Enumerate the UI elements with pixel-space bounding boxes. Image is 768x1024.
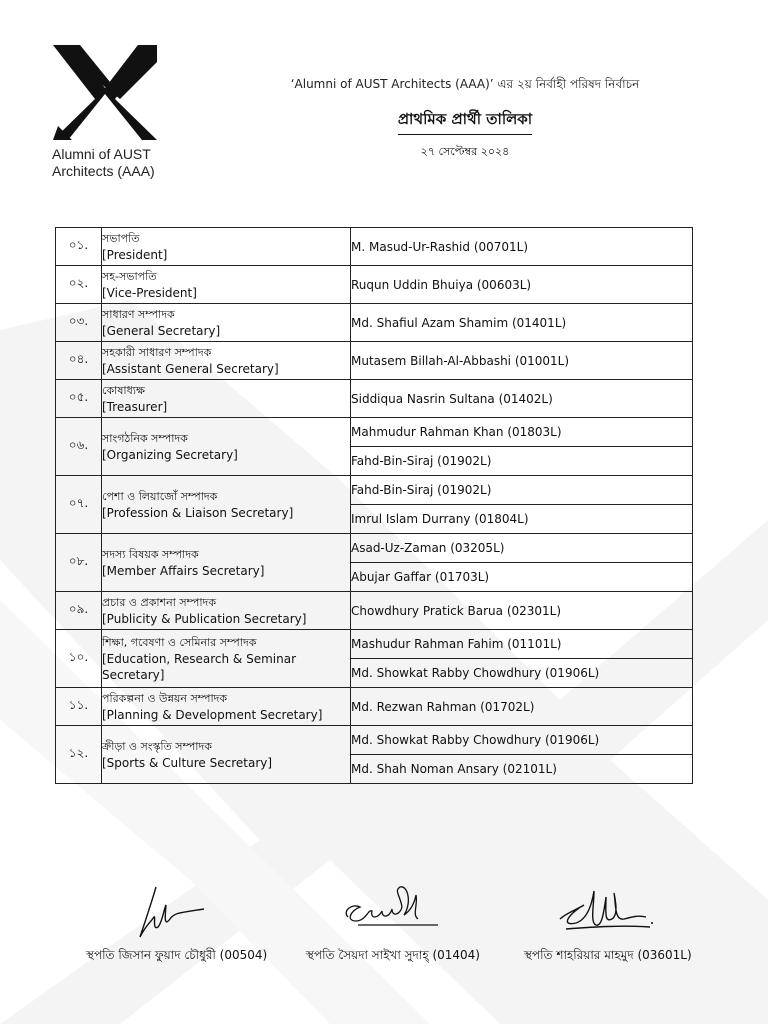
table-row [56, 688, 693, 726]
position-title [102, 266, 351, 304]
position-number: ০৫. [56, 380, 102, 418]
position-title-english: [Planning & Development Secretary] [102, 707, 323, 722]
position-number: ০৬. [56, 418, 102, 476]
candidate-name: Chowdhury Pratick Barua (02301L) [351, 592, 693, 630]
position-title-bangla: কোষাধ্যক্ষ [102, 383, 145, 397]
candidate-name: Fahd-Bin-Siraj (01902L) [351, 476, 693, 505]
candidate-name: M. Masud-Ur-Rashid (00701L) [351, 228, 693, 266]
position-title-bangla: সদস্য বিষয়ক সম্পাদক [102, 547, 199, 561]
position-title-english: [Publicity & Publication Secretary] [102, 611, 307, 626]
position-title-english: [President] [102, 247, 168, 262]
candidate-name: Mashudur Rahman Fahim (01101L) [351, 630, 693, 659]
election-subtitle: ‘Alumni of AUST Architects (AAA)’ এর ২য় নির্বাহী পরিষদ নির্বাচন [290, 77, 640, 91]
table-row [56, 592, 693, 630]
table-row [56, 304, 693, 342]
position-title-bangla: পেশা ও লিয়াজোঁ সম্পাদক [102, 489, 218, 503]
candidate-name: Mutasem Billah-Al-Abbashi (01001L) [351, 342, 693, 380]
position-title [102, 476, 351, 534]
position-title [102, 380, 351, 418]
position-title [102, 342, 351, 380]
document-date: ২৭ সেপ্টেম্বর ২০২৪ [420, 145, 510, 158]
position-title [102, 630, 351, 688]
position-title-english: [Organizing Secretary] [102, 447, 238, 462]
table-row [56, 726, 693, 755]
position-title-bangla: শিক্ষা, গবেষণা ও সেমিনার সম্পাদক [102, 635, 257, 649]
position-number: ০৩. [56, 304, 102, 342]
position-number: ০৭. [56, 476, 102, 534]
table-row [56, 534, 693, 563]
table-row [56, 228, 693, 266]
position-title-bangla: সহ-সভাপতি [102, 269, 157, 283]
candidate-name: Md. Showkat Rabby Chowdhury (01906L) [351, 659, 693, 688]
candidate-name: Asad-Uz-Zaman (03205L) [351, 534, 693, 563]
candidate-name: Siddiqua Nasrin Sultana (01402L) [351, 380, 693, 418]
position-title-english: [Assistant General Secretary] [102, 361, 279, 376]
candidate-table-body [56, 228, 693, 784]
position-number: ০৪. [56, 342, 102, 380]
signatory-2-name: স্থপতি সৈয়দা সাইখা সুদাহ্ (01404) [306, 948, 480, 962]
position-number: ০৯. [56, 592, 102, 630]
document-header [255, 76, 675, 162]
position-title [102, 228, 351, 266]
position-number: ০৮. [56, 534, 102, 592]
candidate-name: Md. Rezwan Rahman (01702L) [351, 688, 693, 726]
signature-section [0, 875, 768, 975]
position-title [102, 418, 351, 476]
signatory-3-name: স্থপতি শাহরিয়ার মাহমুদ (03601L) [524, 948, 692, 962]
table-row [56, 266, 693, 304]
candidate-table [55, 227, 693, 784]
candidate-name: Mahmudur Rahman Khan (01803L) [351, 418, 693, 447]
logo-line-1: Alumni of AUST [52, 146, 151, 162]
table-row [56, 630, 693, 659]
table-row [56, 476, 693, 505]
table-row [56, 380, 693, 418]
position-title [102, 688, 351, 726]
position-number: ১২. [56, 726, 102, 784]
position-title-bangla: ক্রীড়া ও সংস্কৃতি সম্পাদক [102, 739, 212, 753]
position-title-english: [General Secretary] [102, 323, 221, 338]
page-title: প্রাথমিক প্রার্থী তালিকা [398, 108, 532, 135]
position-title-bangla: সাধারণ সম্পাদক [102, 307, 175, 321]
table-row [56, 418, 693, 447]
position-title-bangla: পরিকল্পনা ও উন্নয়ন সম্পাদক [102, 691, 228, 705]
position-number: ০২. [56, 266, 102, 304]
candidate-name: Fahd-Bin-Siraj (01902L) [351, 447, 693, 476]
candidate-name: Md. Shafiul Azam Shamim (01401L) [351, 304, 693, 342]
candidate-name: Ruqun Uddin Bhuiya (00603L) [351, 266, 693, 304]
candidate-name: Md. Shah Noman Ansary (02101L) [351, 755, 693, 784]
candidate-name: Imrul Islam Durrany (01804L) [351, 505, 693, 534]
position-title [102, 592, 351, 630]
signature-2-image [338, 881, 448, 937]
position-title-bangla: প্রচার ও প্রকাশনা সম্পাদক [102, 595, 217, 609]
candidate-name: Abujar Gaffar (01703L) [351, 563, 693, 592]
signature-1-image [132, 879, 212, 943]
position-number: ১০. [56, 630, 102, 688]
signature-3-image [552, 883, 662, 941]
logo [50, 42, 160, 144]
table-row [56, 342, 693, 380]
position-title-english: [Treasurer] [102, 399, 168, 414]
position-title [102, 304, 351, 342]
signatory-1-name: স্থপতি জিসান ফুয়াদ চৌধুরী (00504) [86, 948, 268, 962]
aaa-logo-icon [50, 42, 160, 144]
position-title-english: [Education, Research & Seminar Secretary] [102, 651, 296, 682]
position-title-bangla: সভাপতি [102, 231, 140, 245]
position-number: ১১. [56, 688, 102, 726]
position-title [102, 726, 351, 784]
position-title-bangla: সহকারী সাধারণ সম্পাদক [102, 345, 212, 359]
candidate-name: Md. Showkat Rabby Chowdhury (01906L) [351, 726, 693, 755]
logo-line-2: Architects (AAA) [52, 163, 155, 179]
position-number: ০১. [56, 228, 102, 266]
logo-text [52, 146, 155, 180]
position-title-english: [Profession & Liaison Secretary] [102, 505, 294, 520]
position-title-english: [Member Affairs Secretary] [102, 563, 265, 578]
position-title-english: [Vice-President] [102, 285, 197, 300]
position-title-bangla: সাংগঠনিক সম্পাদক [102, 431, 188, 445]
position-title-english: [Sports & Culture Secretary] [102, 755, 273, 770]
position-title [102, 534, 351, 592]
